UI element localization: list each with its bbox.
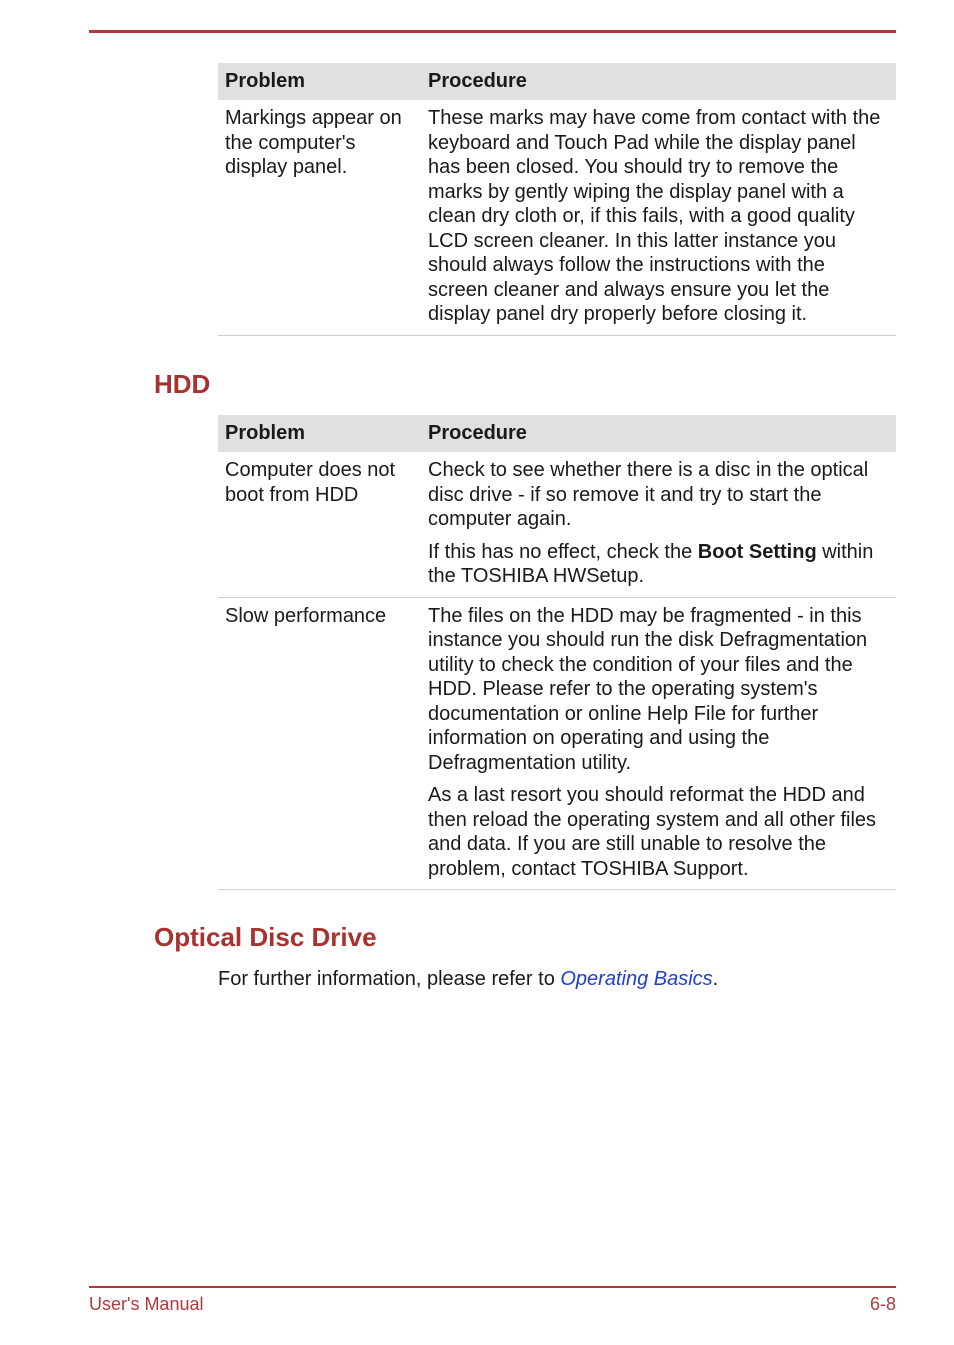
optical-info-paragraph bbox=[218, 968, 718, 991]
column-header-procedure: Procedure bbox=[421, 63, 896, 100]
problem-cell: Markings appear on the computer's display panel. bbox=[218, 100, 421, 335]
problem-cell: Computer does not boot from HDD bbox=[218, 452, 421, 597]
display-troubleshooting-table bbox=[218, 63, 896, 336]
procedure-cell bbox=[421, 100, 896, 335]
paragraph-text: . bbox=[712, 968, 719, 990]
procedure-text-part: If this has no effect, check the bbox=[428, 540, 698, 563]
procedure-text: These marks may have come from contact with the keyboard and Touch Pad while the display panel has been closed. You should try to remove the marks by gently wiping the display panel with a clean dry cloth or, if this fails, with a good quality LCD screen cleaner. In this latter instance you should always follow the instructions with the screen cleaner and always ensure you let the display panel dry properly before closing it. bbox=[428, 107, 881, 325]
problem-cell: Slow performance bbox=[218, 597, 421, 890]
table-row bbox=[218, 597, 896, 890]
procedure-text: Check to see whether there is a disc in the optical disc drive - if so remove it and try to start the computer again. bbox=[428, 459, 869, 530]
footer-page-number: 6-8 bbox=[869, 1294, 896, 1314]
section-heading-optical-disc-drive: Optical Disc Drive bbox=[154, 922, 377, 952]
paragraph-text: For further information, please refer to bbox=[218, 968, 561, 990]
procedure-cell bbox=[421, 452, 896, 597]
procedure-cell bbox=[421, 597, 896, 890]
section-heading-hdd: HDD bbox=[154, 369, 211, 399]
procedure-text bbox=[428, 540, 889, 589]
operating-basics-link[interactable]: Operating Basics bbox=[560, 968, 713, 990]
header-rule bbox=[89, 30, 896, 33]
procedure-text: As a last resort you should reformat the HDD and then reload the operating system and all other files and data. If you are still unable to resolve the problem, contact TOSHIBA Support. bbox=[428, 784, 877, 880]
table-row bbox=[218, 100, 896, 335]
footer-manual-title: User's Manual bbox=[89, 1294, 204, 1314]
table-header-row bbox=[218, 415, 896, 452]
procedure-text: The files on the HDD may be fragmented - in this instance you should run the disk Defragmentation utility to check the condition of your files and the HDD. Please refer to the operating system's documentation or online Help File for further information on operating and using the Defragmentation utility. bbox=[428, 604, 868, 774]
procedure-text-part: within the TOSHIBA HWSetup. bbox=[428, 540, 874, 587]
table-header-row bbox=[218, 63, 896, 100]
table-row bbox=[218, 452, 896, 597]
column-header-problem: Problem bbox=[218, 63, 421, 100]
column-header-procedure: Procedure bbox=[421, 415, 896, 452]
boot-setting-emphasis: Boot Setting bbox=[697, 540, 817, 563]
column-header-problem: Problem bbox=[218, 415, 421, 452]
hdd-troubleshooting-table bbox=[218, 415, 896, 890]
footer-rule bbox=[89, 1286, 896, 1288]
